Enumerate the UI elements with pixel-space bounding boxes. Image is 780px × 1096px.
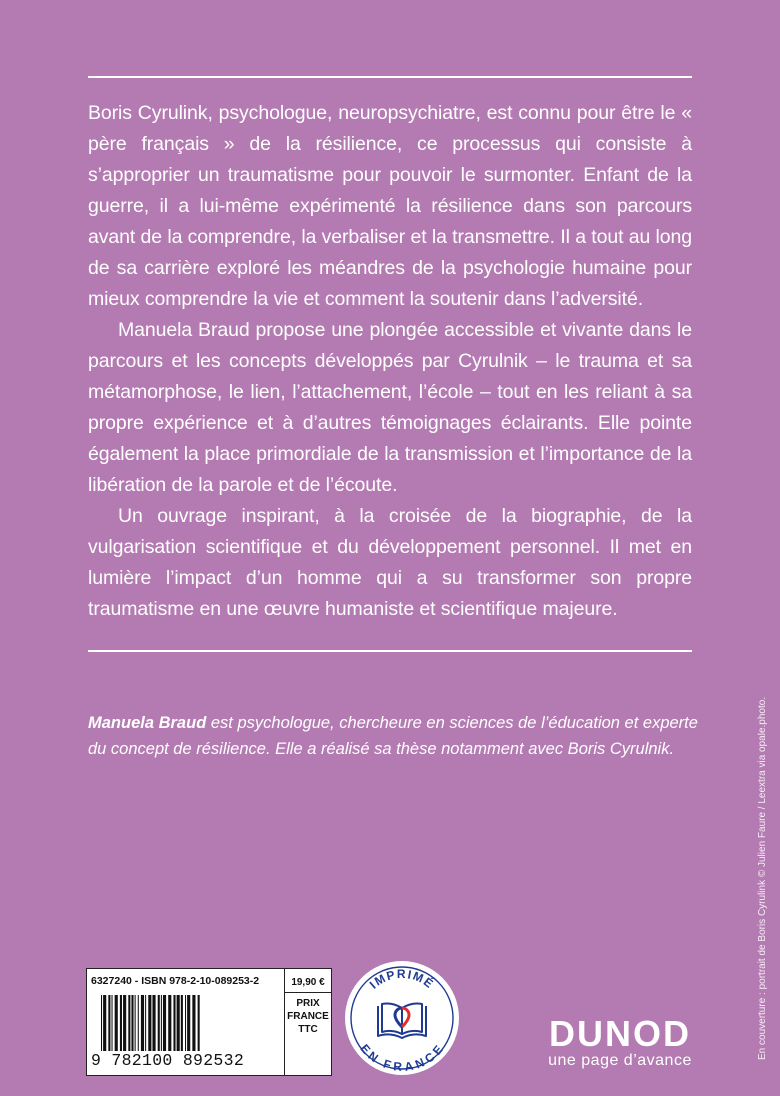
- back-cover-blurb: [88, 98, 692, 625]
- publisher-tagline: une page d’avance: [548, 1052, 692, 1069]
- blurb-paragraph-1: Boris Cyrulink, psychologue, neuropsychiatre, est connu pour être le « père français » de la résilience, ce processus qui consiste à s’approprier un traumatisme pour pouvoir le surmonter. Enfant de la guerre, il a lui-même expérimenté la résilience dans son parcours avant de la comprendre, la verbaliser et la transmettre. Il a tout au long de sa carrière exploré les méandres de la psychologie humaine pour mieux comprendre la vie et comment la soutenir dans l’adversité.: [88, 102, 692, 310]
- price: 19,90 €: [285, 969, 331, 993]
- barcode-bar: [148, 995, 151, 1051]
- barcode-box: [86, 968, 332, 1076]
- author-bio-text: est psychologue, chercheure en sciences de l’éducation et experte du concept de résilience. Elle a réalisé sa thèse notamment avec Boris Cyrulnik.: [88, 714, 698, 758]
- barcode-bar: [168, 995, 171, 1051]
- barcode-bar: [103, 995, 106, 1051]
- barcode-bar: [141, 995, 144, 1051]
- barcode-bar: [115, 995, 118, 1051]
- barcode-bar: [120, 995, 122, 1051]
- blurb-paragraph-3: Un ouvrage inspirant, à la croisée de la biographie, de la vulgarisation scientifique et du développement personnel. Il met en lumière l’impact d’un homme qui a su transformer son propre traumatisme en une œuvre humaniste et scientifique majeure.: [88, 505, 692, 620]
- barcode-bar: [192, 995, 195, 1051]
- photo-credit: En couverture : portrait de Boris Cyrulink © Julien Faure / Leextra via opale.photo.: [757, 696, 768, 1060]
- barcode-bar: [177, 995, 180, 1051]
- barcode-bar: [101, 995, 102, 1051]
- publisher-name: DUNOD: [549, 1013, 691, 1054]
- barcode-bar: [112, 995, 113, 1051]
- author-bio: [88, 710, 698, 762]
- barcode-bar: [185, 995, 186, 1051]
- price-label-1: PRIX: [296, 998, 320, 1009]
- barcode-bar: [161, 995, 162, 1051]
- publisher-logo: [540, 1013, 700, 1070]
- price-label-2: FRANCE: [287, 1011, 329, 1022]
- barcode-bar: [108, 995, 110, 1051]
- barcode-bar: [123, 995, 126, 1051]
- barcode-bar: [152, 995, 155, 1051]
- price-column: [284, 969, 331, 1075]
- barcode-bar: [128, 995, 130, 1051]
- barcode-bar: [158, 995, 160, 1051]
- barcode-bar: [145, 995, 146, 1051]
- imprime-en-france-seal: [344, 960, 460, 1076]
- barcode-bars: [101, 995, 277, 1053]
- seal-bottom-text: EN FRANCE: [357, 1041, 447, 1075]
- barcode-bar: [187, 995, 190, 1051]
- barcode-bar: [173, 995, 175, 1051]
- author-name: Manuela Braud: [88, 714, 207, 732]
- barcode-bar: [198, 995, 200, 1051]
- price-label-3: TTC: [298, 1024, 318, 1035]
- barcode-bar: [135, 995, 136, 1051]
- isbn-line: 6327240 - ISBN 978-2-10-089253-2: [91, 975, 260, 987]
- bottom-divider: [88, 650, 692, 652]
- barcode-bar: [181, 995, 183, 1051]
- barcode-bar: [138, 995, 139, 1051]
- seal-top-text: IMPRIMÉ: [366, 967, 437, 992]
- barcode-bar: [131, 995, 133, 1051]
- barcode-bar: [163, 995, 166, 1051]
- blurb-paragraph-2: Manuela Braud propose une plongée accessible et vivante dans le parcours et les concepts développés par Cyrulnik – le trauma et sa métamorphose, le lien, l’attachement, l’école – tout en les reliant à sa propre expérience et à d’autres témoignages éclairants. Elle pointe également la place primordiale de la transmission et l’importance de la libération de la parole et de l’écoute.: [88, 319, 692, 496]
- ean-digits: 9 782100 892532: [91, 1051, 245, 1070]
- top-divider: [88, 76, 692, 78]
